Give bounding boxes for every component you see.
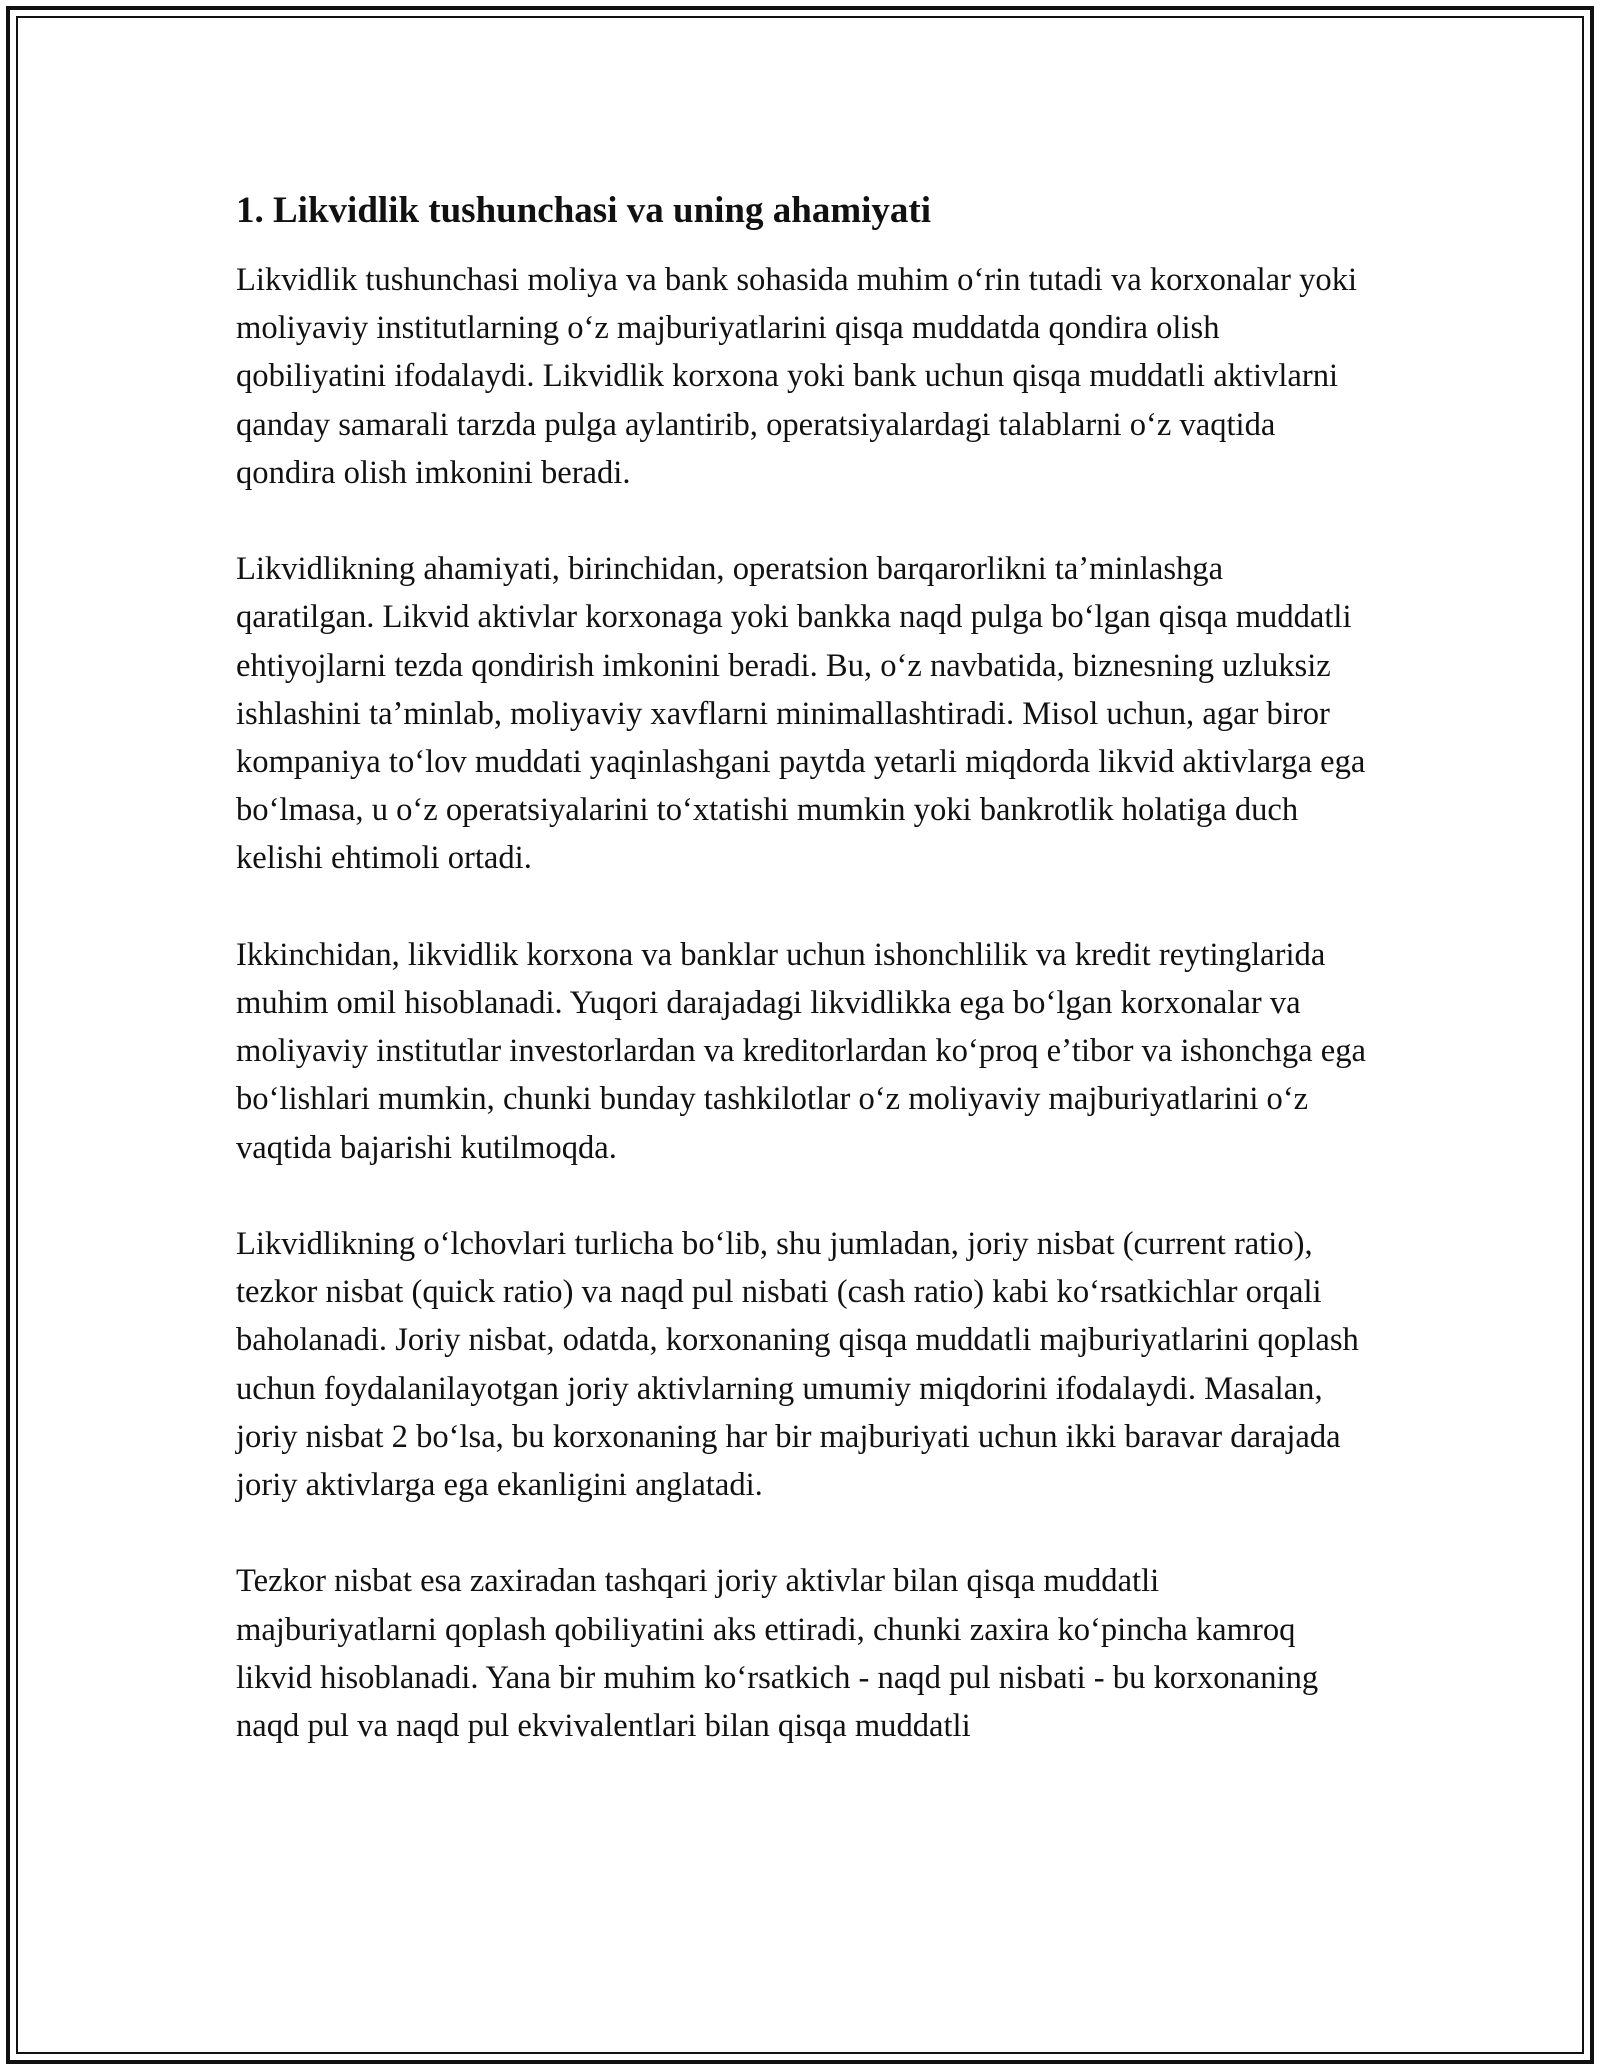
paragraph-5: Tezkor nisbat esa zaxiradan tashqari joriy aktivlar bilan qisqa muddatli majburiyatlarni qoplash qobiliyatini aks ettiradi, chunki zaxira koʻpincha kamroq likvid hisoblanadi. Yana bir muhim koʻrsatkich - naqd pul nisbati - bu korxonaning naqd pul va naqd pul ekvivalentlari bilan qisqa muddatli bbox=[236, 1563, 1319, 1745]
paragraph-3: Ikkinchidan, likvidlik korxona va banklar uchun ishonchlilik va kredit reytinglarida muhim omil hisoblanadi. Yuqori darajadagi likvidlikka ega boʻlgan korxonalar va moliyaviy institutlar investorlardan va kreditorlardan koʻproq eʼtibor va ishonchga ega boʻlishlari mumkin, chunki bunday tashkilotlar oʻz moliyaviy majburiyatlarini oʻz vaqtida bajarishi kutilmoqda. bbox=[236, 936, 1366, 1166]
document-body bbox=[236, 187, 1366, 1798]
paragraph-1: Likvidlik tushunchasi moliya va bank sohasida muhim oʻrin tutadi va korxonalar yoki moliyaviy institutlarning oʻz majburiyatlarini qisqa muddatda qondira olish qobiliyatini ifodalaydi. Likvidlik korxona yoki bank uchun qisqa muddatli aktivlarni qanday samarali tarzda pulga aylantirib, operatsiyalardagi talablarni oʻz vaqtida qondira olish imkonini beradi. bbox=[236, 262, 1358, 491]
paragraph-2: Likvidlikning ahamiyati, birinchidan, operatsion barqarorlikni taʼminlashga qaratilgan. Likvid aktivlar korxonaga yoki bankka naqd pulga boʻlgan qisqa muddatli ehtiyojlarni tezda qondirish imkonini beradi. Bu, oʻz navbatida, biznesning uzluksiz ishlashini taʼminlab, moliyaviy xavflarni minimallashtiradi. Misol uchun, agar biror kompaniya toʻlov muddati yaqinlashgani paytda yetarli miqdorda likvid aktivlarga ega boʻlmasa, u oʻz operatsiyalarini toʻxtatishi mumkin yoki bankrotlik holatiga duch kelishi ehtimoli ortadi. bbox=[236, 551, 1366, 877]
section-heading: 1. Likvidlik tushunchasi va uning ahamiyati bbox=[236, 190, 932, 231]
paragraph-4: Likvidlikning oʻlchovlari turlicha boʻlib, shu jumladan, joriy nisbat (current ratio), tezkor nisbat (quick ratio) va naqd pul nisbati (cash ratio) kabi koʻrsatkichlar orqali baholanadi. Joriy nisbat, odatda, korxonaning qisqa muddatli majburiyatlarini qoplash uchun foydalanilayotgan joriy aktivlarning umumiy miqdorini ifodalaydi. Masalan, joriy nisbat 2 boʻlsa, bu korxonaning har bir majburiyati uchun ikki baravar darajada joriy aktivlarga ega ekanligini anglatadi. bbox=[236, 1226, 1359, 1504]
